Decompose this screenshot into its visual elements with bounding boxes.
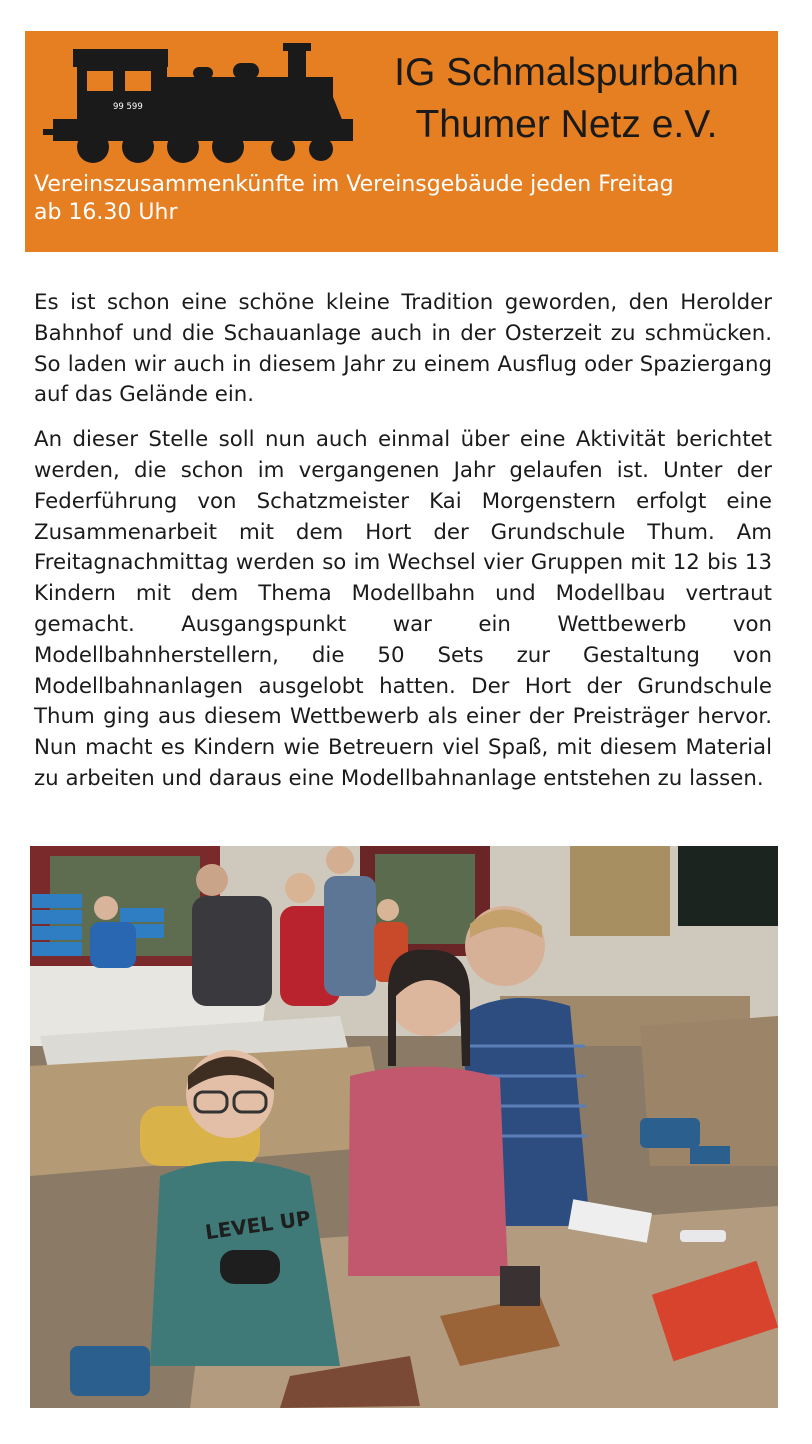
locomotive-number: 99 599 [113, 102, 143, 112]
meeting-info-line2: ab 16.30 Uhr [34, 200, 178, 225]
shirt-print: LEVEL UP [203, 1205, 313, 1245]
workshop-photo [30, 846, 778, 1408]
club-name [355, 47, 778, 151]
club-name-line1: IG Schmalspurbahn [394, 51, 739, 94]
meeting-info [34, 171, 774, 227]
header-banner [25, 31, 778, 252]
article-body [34, 288, 772, 809]
article-paragraph: An dieser Stelle soll nun auch einmal über eine Aktivität berichtet werden, die schon im vergangenen Jahr gelaufen ist. Unter der Federführung von Schatzmeister Kai Morgenstern erfolgt eine Zusammenarbeit mit dem Hort der Grundschule Thum. Am Freitagnachmittag werden so im Wechsel vier Gruppen mit 12 bis 13 Kindern mit dem Thema Modellbahn und Modellbau vertraut gemacht. Ausgangspunkt war ein Wettbewerb von Modellbahnherstellern, die 50 Sets zur Gestaltung von Modellbahnanlagen ausgelobt hatten. Der Hort der Grundschule Thum ging aus diesem Wettbewerb als einer der Preisträger hervor. Nun macht es Kindern wie Betreuern viel Spaß, mit diesem Material zu arbeiten und daraus eine Modellbahnanlage entstehen zu lassen. [34, 427, 772, 791]
steam-locomotive-icon [33, 37, 355, 165]
article-paragraph: Es ist schon eine schöne kleine Tradition geworden, den Herolder Bahnhof und die Schauanlage auch in der Osterzeit zu schmücken. So laden wir auch in diesem Jahr zu einem Ausflug oder Spaziergang auf das Gelände ein. [34, 290, 772, 408]
meeting-info-line1: Vereinszusammenkünfte im Vereinsgebäude jeden Freitag [34, 172, 674, 197]
club-name-line2: Thumer Netz e.V. [415, 103, 718, 146]
